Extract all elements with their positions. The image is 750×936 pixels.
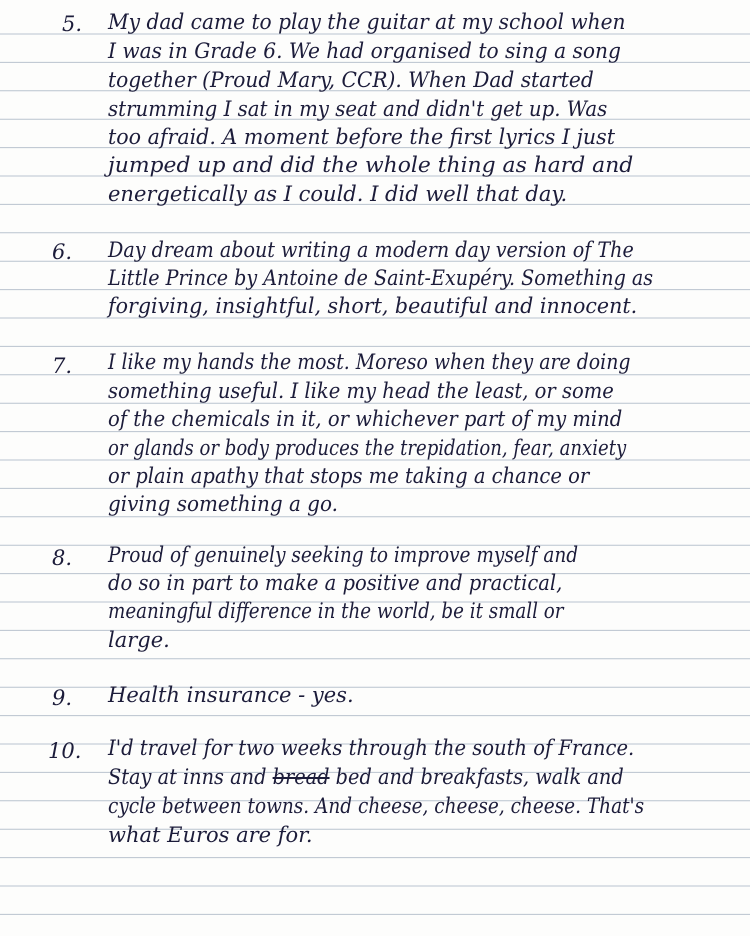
entry-text: bed and breakfasts, walk and	[335, 765, 624, 789]
entry-line: meaningful difference in the world, be it small or	[108, 599, 564, 623]
entry-line: what Euros are for.	[108, 823, 313, 847]
entry-line: large.	[108, 628, 170, 652]
entry-number: 6.	[52, 240, 73, 264]
entry-line: energetically as I could. I did well that day.	[108, 182, 568, 206]
entry-line: too afraid. A moment before the first lyrics I just	[108, 125, 615, 149]
entry-line: together (Proud Mary, CCR). When Dad started	[108, 68, 594, 92]
entry-number: 7.	[52, 354, 73, 378]
struck-word: bread	[272, 765, 330, 789]
entry-number: 8.	[52, 546, 73, 570]
entry-line: Proud of genuinely seeking to improve myself and	[108, 543, 579, 567]
entry-line: My dad came to play the guitar at my school when	[108, 10, 626, 34]
entry-line	[108, 767, 624, 788]
entry-line: Health insurance - yes.	[108, 683, 354, 707]
entry-line: I was in Grade 6. We had organised to sing a song	[108, 39, 621, 63]
entry-line: Day dream about writing a modern day version of The	[108, 238, 634, 262]
entry-line: I like my hands the most. Moreso when they are doing	[108, 350, 631, 374]
entry-line: jumped up and did the whole thing as hard and	[108, 153, 634, 177]
entry-line: giving something a go.	[108, 492, 338, 516]
entry-line: Little Prince by Antoine de Saint-Exupéry. Something as	[108, 266, 654, 290]
entry-line: something useful. I like my head the least, or some	[108, 379, 614, 403]
entry-number: 10.	[48, 739, 82, 763]
entry-line: do so in part to make a positive and practical,	[108, 571, 563, 595]
entry-line: I'd travel for two weeks through the south of France.	[108, 736, 635, 760]
entry-line: strumming I sat in my seat and didn't get up. Was	[108, 97, 608, 121]
entry-line: or glands or body produces the trepidation, fear, anxiety	[108, 436, 627, 460]
entry-text: Stay at inns and	[108, 765, 267, 789]
entry-number: 9.	[52, 686, 73, 710]
entry-line: forgiving, insightful, short, beautiful and innocent.	[108, 294, 638, 318]
entry-line: cycle between towns. And cheese, cheese, cheese. That's	[108, 794, 645, 818]
entry-line: of the chemicals in it, or whichever part of my mind	[108, 407, 623, 431]
entry-number: 5.	[62, 12, 83, 36]
entry-line: or plain apathy that stops me taking a chance or	[108, 464, 590, 488]
